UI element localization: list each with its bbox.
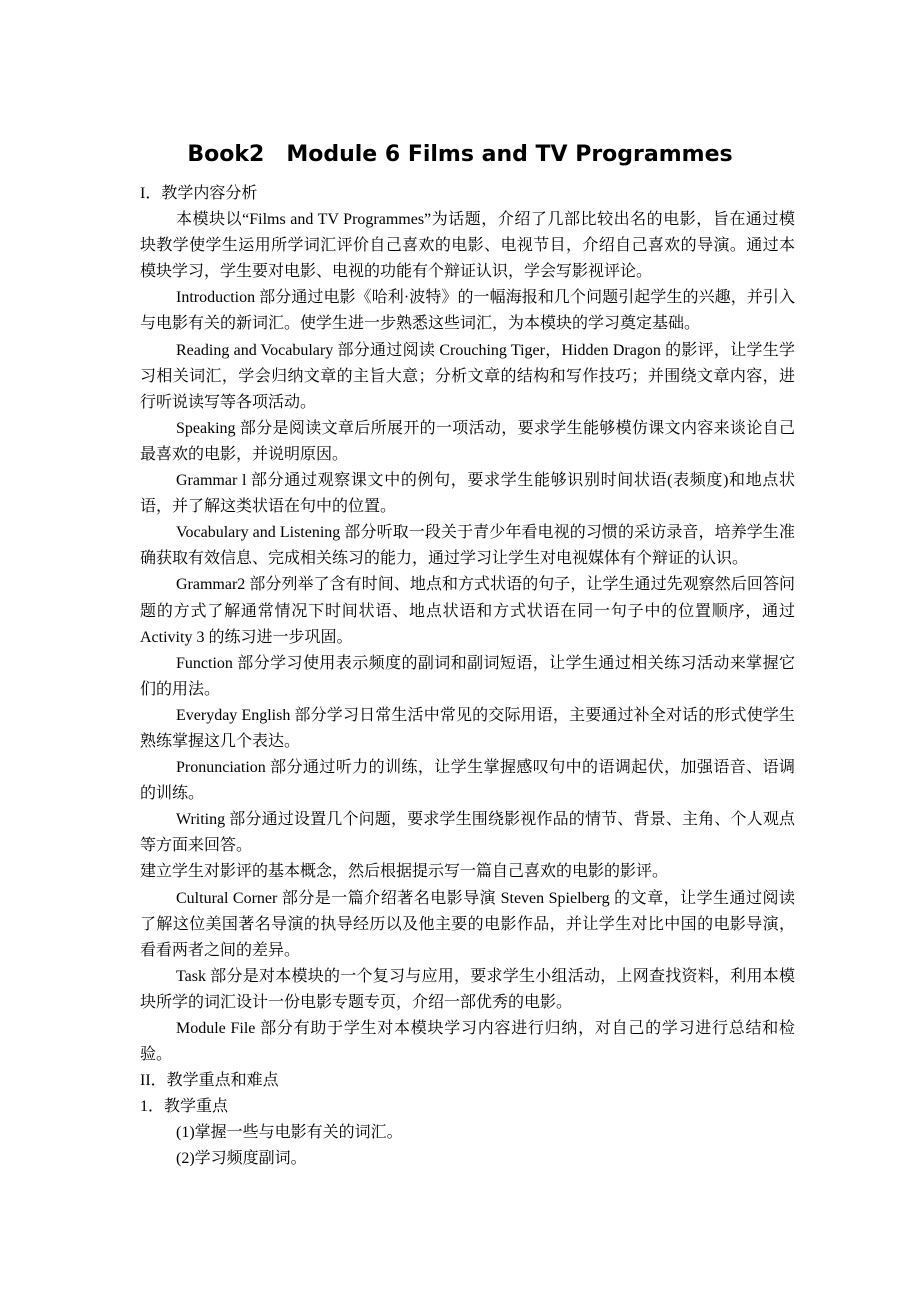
title-book: Book2 — [187, 142, 265, 167]
page-title — [0, 138, 920, 172]
paragraph-everyday-english: Everyday English 部分学习日常生活中常见的交际用语，主要通过补全对话的形式使学生熟练掌握这几个表达。 — [140, 706, 795, 750]
paragraph-writing-continued: 建立学生对影评的基本概念，然后根据提示写一篇自己喜欢的电影的影评。 — [140, 863, 669, 881]
section-heading-content-analysis: I．教学内容分析 — [140, 185, 258, 202]
title-module: Module 6 Films and TV Programmes — [286, 142, 733, 167]
paragraph-module-overview: 本模块以“Films and TV Programmes”为话题，介绍了几部比较出名的电影，旨在通过模块教学使学生运用所学词汇评价自己喜欢的电影、电视节目，介绍自己喜欢的导演。通过本模块学习，学生要对电影、电视的功能有个辩证认识，学会写影视评论。 — [140, 211, 795, 281]
paragraph-speaking: Speaking 部分是阅读文章后所展开的一项活动，要求学生能够模仿课文内容来谈论自己最喜欢的电影，并说明原因。 — [140, 419, 795, 463]
paragraph-module-file: Module File 部分有助于学生对本模块学习内容进行归纳，对自己的学习进行总结和检验。 — [140, 1020, 795, 1064]
list-item-focus-2: (2)学习频度副词。 — [176, 1150, 307, 1168]
paragraph-grammar-1: Grammar l 部分通过观察课文中的例句，要求学生能够识别时间状语(表频度)和地点状语，并了解这类状语在句中的位置。 — [140, 472, 795, 516]
paragraph-writing: Writing 部分通过设置几个问题，要求学生围绕影视作品的情节、背景、主角、个人观点等方面来回答。 — [140, 811, 795, 855]
paragraph-vocabulary-listening: Vocabulary and Listening 部分听取一段关于青少年看电视的习惯的采访录音，培养学生准确获取有效信息、完成相关练习的能力，通过学习让学生对电视媒体有个辩证的认识。 — [140, 524, 795, 568]
subsection-heading-teaching-focus: 1．教学重点 — [140, 1098, 229, 1116]
paragraph-task: Task 部分是对本模块的一个复习与应用，要求学生小组活动，上网查找资料，利用本模块所学的词汇设计一份电影专题专页，介绍一部优秀的电影。 — [140, 967, 795, 1011]
paragraph-reading-vocabulary: Reading and Vocabulary 部分通过阅读 Crouching Tiger，Hidden Dragon 的影评，让学生学习相关词汇，学会归纳文章的主旨大意；分析文章的结构和写作技巧；并围绕文章内容，进行听说读写等各项活动。 — [140, 341, 795, 411]
paragraph-introduction: Introduction 部分通过电影《哈利·波特》的一幅海报和几个问题引起学生的兴趣，并引入与电影有关的新词汇。使学生进一步熟悉这些词汇，为本模块的学习奠定基础。 — [140, 289, 795, 333]
document-body — [140, 181, 795, 1173]
section-heading-key-points: II．教学重点和难点 — [140, 1072, 279, 1090]
list-item-focus-1: (1)掌握一些与电影有关的词汇。 — [176, 1124, 403, 1142]
paragraph-cultural-corner: Cultural Corner 部分是一篇介绍著名电影导演 Steven Spielberg 的文章，让学生通过阅读了解这位美国著名导演的执导经历以及他主要的电影作品，并让学生对比中国的电影导演，看看两者之间的差异。 — [140, 889, 795, 959]
paragraph-function: Function 部分学习使用表示频度的副词和副词短语，让学生通过相关练习活动来掌握它们的用法。 — [140, 654, 795, 698]
paragraph-pronunciation: Pronunciation 部分通过听力的训练，让学生掌握感叹句中的语调起伏，加强语音、语调的训练。 — [140, 759, 795, 803]
paragraph-grammar-2: Grammar2 部分列举了含有时间、地点和方式状语的句子，让学生通过先观察然后回答问题的方式了解通常情况下时间状语、地点状语和方式状语在同一句子中的位置顺序，通过 Activity 3 的练习进一步巩固。 — [140, 576, 795, 646]
